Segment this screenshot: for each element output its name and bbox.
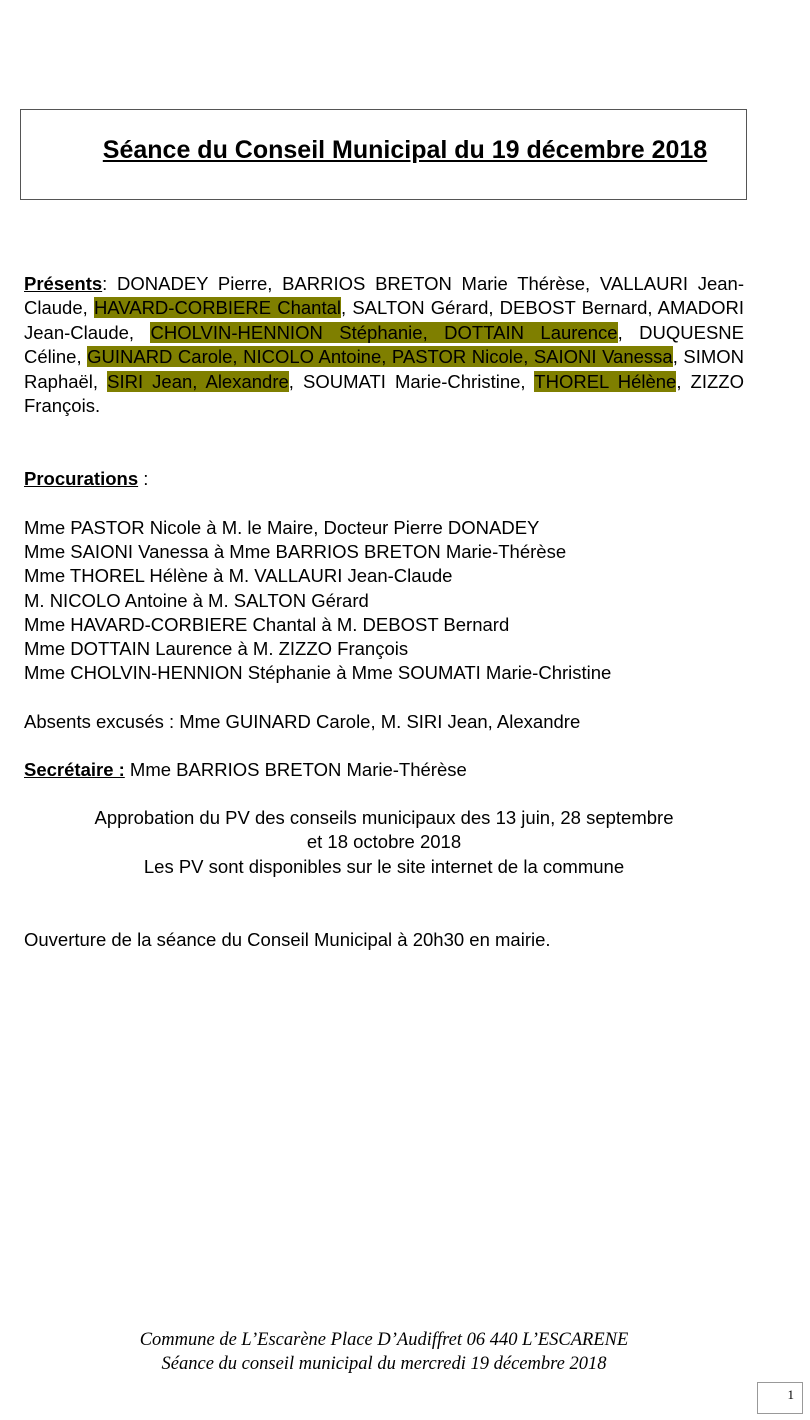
procuration-item: M. NICOLO Antoine à M. SALTON Gérard: [24, 590, 369, 611]
procuration-item: Mme THOREL Hélène à M. VALLAURI Jean-Claude: [24, 565, 453, 586]
names-text: , SOUMATI Marie-Christine,: [288, 370, 535, 392]
procuration-item: Mme HAVARD-CORBIERE Chantal à M. DEBOST Bernard: [24, 614, 510, 635]
names-text: : DONADEY Pierre, BARRIOS BRETON Marie Thérèse, VALLAURI Jean-Claude,: [24, 273, 744, 319]
procurations-label: Procurations: [24, 468, 139, 489]
approbation-line-3: Les PV sont disponibles sur le site internet de la commune: [143, 856, 625, 877]
highlighted-names: GUINARD Carole, NICOLO Antoine, PASTOR Nicole, SAIONI Vanessa: [87, 346, 673, 368]
highlighted-names: HAVARD-CORBIERE Chantal: [93, 297, 342, 319]
secretaire-line: [24, 758, 467, 782]
footer-session: Séance du conseil municipal du mercredi 19 décembre 2018: [161, 1354, 607, 1374]
procuration-item: Mme CHOLVIN-HENNION Stéphanie à Mme SOUMATI Marie-Christine: [24, 662, 612, 683]
secretaire-label: Secrétaire :: [24, 759, 125, 780]
names-text: , ZIZZO François.: [24, 370, 744, 417]
approbation-line-2: et 18 octobre 2018: [306, 831, 462, 852]
names-text: , DUQUESNE Céline,: [24, 321, 744, 368]
highlighted-names: CHOLVIN-HENNION Stéphanie, DOTTAIN Laurence: [150, 321, 618, 343]
names-text: , SALTON Gérard, DEBOST Bernard, AMADORI Jean-Claude,: [24, 297, 745, 343]
presents-names: [24, 273, 744, 416]
ouverture-line: Ouverture de la séance du Conseil Municipal à 20h30 en mairie.: [24, 929, 551, 950]
procurations-suffix: :: [138, 468, 149, 489]
footer-address: Commune de L’Escarène Place D’Audiffret 06 440 L’ESCARENE: [139, 1330, 629, 1350]
presents-label: Présents: [24, 273, 103, 294]
highlighted-names: SIRI Jean, Alexandre: [107, 370, 289, 392]
absents-line: Absents excusés : Mme GUINARD Carole, M. SIRI Jean, Alexandre: [24, 711, 581, 732]
names-text: , SIMON Raphaël,: [24, 346, 744, 392]
procurations-heading: [24, 467, 148, 491]
secretaire-value: Mme BARRIOS BRETON Marie-Thérèse: [124, 759, 467, 780]
presents-paragraph: [24, 272, 744, 418]
page-number: 1: [757, 1382, 803, 1414]
procuration-item: Mme PASTOR Nicole à M. le Maire, Docteur Pierre DONADEY: [24, 517, 540, 538]
approbation-line-1: Approbation du PV des conseils municipaux des 13 juin, 28 septembre: [94, 807, 674, 828]
highlighted-names: THOREL Hélène: [534, 370, 677, 392]
procuration-item: Mme DOTTAIN Laurence à M. ZIZZO François: [24, 638, 409, 659]
page-title: Séance du Conseil Municipal du 19 décembre 2018: [102, 136, 708, 164]
procuration-item: Mme SAIONI Vanessa à Mme BARRIOS BRETON Marie-Thérèse: [24, 541, 567, 562]
